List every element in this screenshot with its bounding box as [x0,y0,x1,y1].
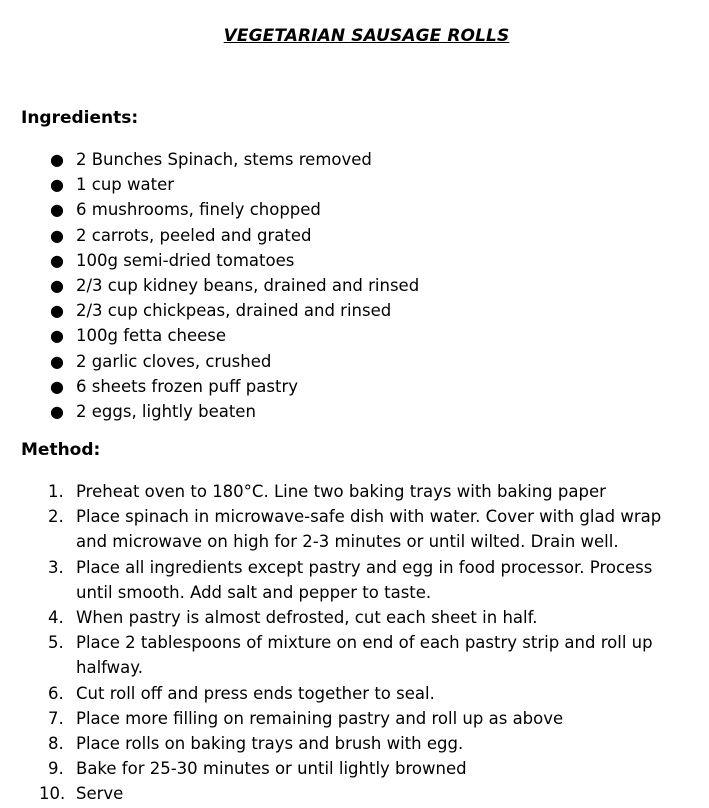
ingredient-item: ● 1 cup water [0,172,419,197]
ingredient-item: ● 6 sheets frozen puff pastry [0,374,419,399]
step-number: 7. [48,708,64,728]
bullet-icon: ● [50,275,64,295]
method-step [0,756,709,781]
method-heading: Method: [21,440,101,460]
bullet-icon: ● [50,150,64,169]
step-number: 2. [48,507,64,527]
step-text: Cut roll off and press ends together to seal. [76,683,435,703]
step-text: Preheat oven to 180°C. Line two baking trays with baking paper [76,482,606,501]
method-list [0,479,709,807]
bullet-icon: ● [50,250,64,270]
ingredient-item: ● 2 carrots, peeled and grated [0,223,419,248]
step-number: 5. [48,633,64,653]
recipe-title: VEGETARIAN SAUSAGE ROLLS [223,26,510,46]
ingredient-item: ● 6 mushrooms, finely chopped [0,197,419,222]
method-step [0,504,709,554]
step-number: 8. [48,734,64,754]
ingredient-item: ● 2 eggs, lightly beaten [0,399,419,424]
step-text: When pastry is almost defrosted, cut each sheet in half. [76,608,538,628]
method-step [0,605,709,630]
method-step [0,479,709,504]
ingredients-list [0,147,419,424]
bullet-icon: ● [50,200,64,220]
step-text: Bake for 25-30 minutes or until lightly browned [76,759,467,779]
ingredient-item: ● 2/3 cup kidney beans, drained and rinsed [0,273,419,298]
ingredient-item: ● 100g semi-dried tomatoes [0,248,419,273]
method-step [0,630,709,680]
bullet-icon: ● [50,401,64,421]
bullet-icon: ● [50,376,64,396]
step-number: 10. [39,784,66,804]
step-number: 9. [48,759,64,779]
bullet-icon: ● [50,351,64,371]
bullet-icon: ● [50,301,64,321]
step-text: Place all ingredients except pastry and egg in food processor. Process until smooth. Add salt and pepper to taste. [76,557,653,602]
step-number: 6. [48,683,64,703]
step-number: 3. [48,557,64,577]
step-text: Place more filling on remaining pastry and roll up as above [76,708,564,728]
ingredient-item: ● 2/3 cup chickpeas, drained and rinsed [0,298,419,323]
method-step [0,555,709,605]
step-number: 4. [48,608,64,628]
method-step [0,731,709,756]
method-step [0,706,709,731]
ingredient-item: ● 2 garlic cloves, crushed [0,349,419,374]
step-number: 1. [48,482,64,501]
method-step [0,781,709,806]
bullet-icon: ● [50,225,64,245]
bullet-icon: ● [50,326,64,346]
step-text: Place rolls on baking trays and brush with egg. [76,734,464,754]
bullet-icon: ● [50,175,64,195]
method-step [0,681,709,706]
ingredient-item: ● 2 Bunches Spinach, stems removed [0,147,419,172]
step-text: Place spinach in microwave-safe dish with water. Cover with glad wrap and microwave on high for 2-3 minutes or until wilted. Drain well. [76,507,662,552]
step-text: Place 2 tablespoons of mixture on end of each pastry strip and roll up halfway. [76,633,653,678]
ingredients-heading: Ingredients: [21,108,139,128]
ingredient-item: ● 100g fetta cheese [0,323,419,348]
step-text: Serve [76,784,124,804]
